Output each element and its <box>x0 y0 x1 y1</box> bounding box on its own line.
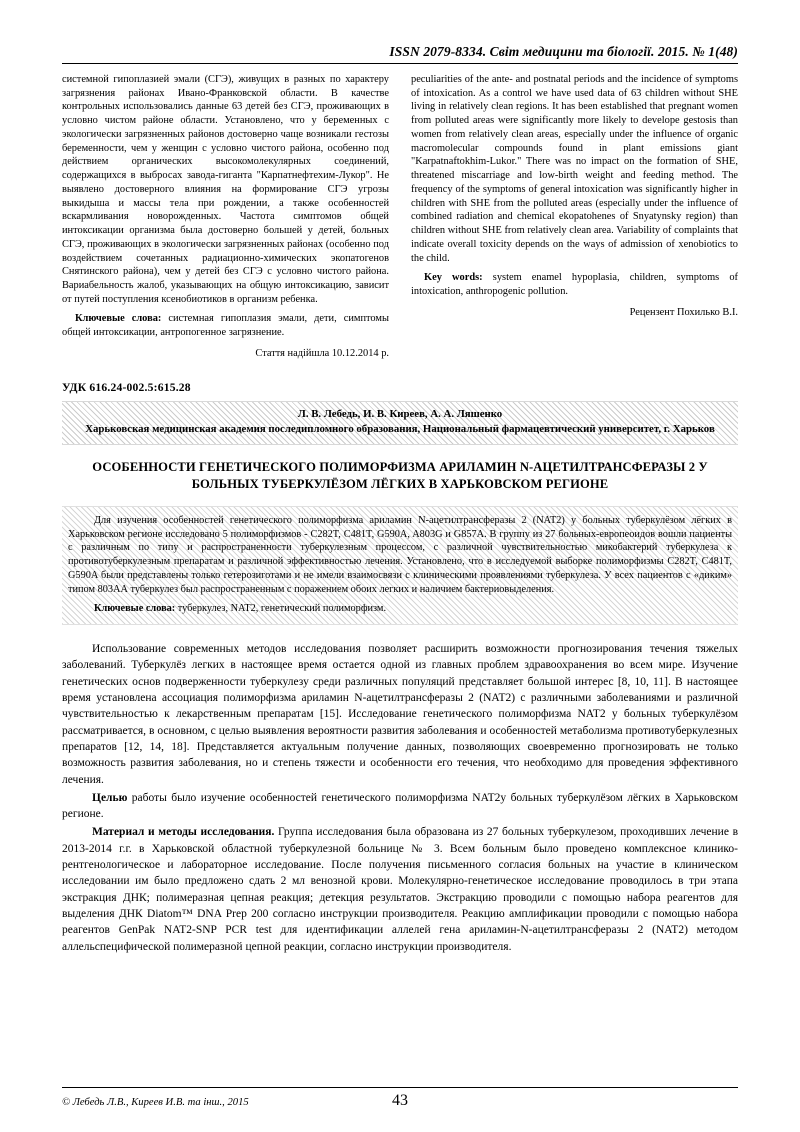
methods-text: Группа исследования была образована из 27 больных туберкулезом, проходивших лечение в 2013-2014 г.г. в Харьковской областной туберкулезной больнице № 3. Всем больным было проведено комплексное клинико-рентгенологическое и лабораторное исследование. После получения письменного согласия больных на участие в клиническом исследовании им было предложено сдать 2 мл венозной крови. Молекулярно-генетическое исследование проводилось в три этапа экстракция ДНК; полимеразная цепная реакция; детекция результатов. Экстракцию проводили с помощью набора реагентов для выделения ДНК Diatom™ DNA Prep 200 согласно инструкции производителя. Реакцию амплификации проводили с помощью набора реагентов GenPak NAT2-SNP PCR test для идентификации аллелей гена ариламин-N-ацетилтрансферазы 2 (NAT2) методом аллельспецифической полимеразной цепной реакции, согласно инструкции производителя. <box>62 826 738 953</box>
reviewer-line: Рецензент Похилько В.І. <box>629 306 738 318</box>
header-divider <box>62 63 738 64</box>
right-keywords-text: system enamel hypoplasia, children, symptoms of intoxication, anthropogenic pollution. <box>411 272 738 298</box>
right-abstract-paragraph: peculiarities of the ante- and postnatal periods and the incidence of symptoms of intoxication. As a control we have used data of 63 children without SHE living in relatively clean regions. It has been established that pregnant women from polluted areas were significantly more likely to develope gestosis than women from relatively clean areas, especially under the influence of organic macromolecular compounds found in plant emissions giant "Karpatnaftokhim-Lukor." There was no impact on the formation of SHE, threatened miscarriage and low-birth weight and feeding method. The frequency of the symptoms of general intoxication was significantly higher in children with SHE from the polluted areas (especially under the influence of combined radiation and chemical ekopatohenes of Snyatynsky region) than children without SHE from relatively clean area. Variability of complaints that indicate overall toxicity depends on the ways of admission of xenobiotics to the child. <box>411 74 738 264</box>
right-keywords-label: Key words: <box>424 272 483 284</box>
article-title: ОСОБЕННОСТИ ГЕНЕТИЧЕСКОГО ПОЛИМОРФИЗМА АРИЛАМИН N-АЦЕТИЛТРАНСФЕРАЗЫ 2 У БОЛЬНЫХ ТУБЕРКУЛЁЗОМ ЛЁГКИХ В ХАРЬКОВСКОМ РЕГИОНЕ <box>92 460 708 491</box>
authors-affiliation-band <box>62 401 738 446</box>
body-paragraph-aim <box>62 790 738 823</box>
body-paragraph-methods <box>62 824 738 955</box>
aim-text: работы было изучение особенностей генетического полиморфизма NAT2у больных туберкулёзом лёгких в Харьковском регионе. <box>62 791 738 821</box>
footer-row <box>62 1092 738 1110</box>
footer-divider <box>62 1087 738 1088</box>
affiliation: Харьковская медицинская академия последипломного образования, Национальный фармацевтический университет, г. Харьков <box>85 423 715 436</box>
left-column <box>62 73 389 361</box>
article-abstract-text: Для изучения особенностей генетического полиморфизма ариламин N-ацетилтрансферазы 2 (NAT2) у больных туберкулёзом лёгких в Харьковском регионе исследовано 5 полиморфизмов - C282T, C481T, G590A, A803G и G857A. В группу из 27 больных-европеоидов вошли пациенты с различным по типу и распространенности туберкулезным процессом, с различной чувствительностью микобактерий туберкулеза к противотуберкулезным препаратам и различной эффективностью лечения. Установлено, что в исследуемой выборке полиморфизмы C282T, C481T, G590A были представлены только гетерозиготами и не имели взаимосвязи с клиническими проявлениями туберкулеза. У всех пациентов с «диким» типом 803АА туберкулез был распространенным с поражением обоих легких и наличием бактериовыделения. <box>68 515 732 595</box>
body-paragraph-intro: Использование современных методов исследования позволяет расширить возможности прогнозирования течения тяжелых заболеваний. Туберкулёз легких в настоящее время остается одной из главных проблем здравоохранения во всем мире. Изучение генетических основ подверженности туберкулезу среди различных популяций представляет большой интерес [8, 10, 11]. В настоящее время установлена ассоциация полиморфизма ариламин N-ацетилтрансферазы 2 (NAT2) с различными заболеваниями и различной чувствительностью к лекарственным препаратам [15]. Исследование генетического полиморфизма NAT2 у больных туберкулёзом рассматривается, в основном, с целью выявления вероятности развития заболевания и особенностей метаболизма противотуберкулезных препаратов [12, 14, 18]. Представляется актуальным получение данных, позволяющих своевременно прогнозировать не только возможность развития заболевания, но и степень тяжести и особенности его течения, что необходимо для проведения эффективного лечения. <box>62 642 738 786</box>
left-keywords <box>62 312 389 339</box>
article-abstract-keywords-label: Ключевые слова: <box>94 603 176 615</box>
authors-list: Л. В. Лебедь, И. В. Киреев, А. А. Ляшенко <box>297 407 503 420</box>
left-keywords-label: Ключевые слова: <box>75 313 162 325</box>
page-number: 43 <box>392 1092 408 1109</box>
left-keywords-text: системная гипоплазия эмали, дети, симптомы общей интоксикации, антропогенное загрязнение. <box>62 313 389 339</box>
submission-date: Стаття надійшла 10.12.2014 р. <box>255 347 389 359</box>
article-abstract-keywords-text: туберкулез, NAT2, генетический полиморфизм. <box>175 603 387 615</box>
left-abstract-paragraph: системной гипоплазией эмали (СГЭ), живущих в разных по характеру загрязнения районах Ивано-Франковской области. В качестве контрольных использовались данные 63 детей без СГЭ, проживающих в условно чистом районе области. Установлено, что у беременных с экологически загрязненных районов достоверно чаще возникали гестозы беременности, чем у женщин с условно чистого района, особенно под действием органических высокомолекулярных соединений, содержащихся в выбросах завода-гиганта "Карпатнефтехим-Лукор". Не выявлено достоверного влияния на формирование СГЭ угрозы выкидыша и массы тела при рождении, а также особенностей вскармливания новорожденных. Частота симптомов общей интоксикации организма была достоверно большей у детей, больных СГЭ, проживающих в экологически загрязненных районах (особенно под воздействием сочетанных радиационно-химических экопатогенов Снятинского района), чем у детей без СГЭ с условно чистого района. Вариабельность жалоб, указывающих на общую интоксикацию, зависит от путей поступления ксенобиотиков в организм ребенка. <box>62 74 389 305</box>
udk-code: УДК 616.24-002.5:615.28 <box>62 380 191 394</box>
article-abstract-block <box>62 506 738 625</box>
page-footer <box>62 1087 738 1110</box>
abstract-two-column-section <box>62 73 738 361</box>
article-body <box>62 641 738 955</box>
right-keywords <box>411 271 738 298</box>
copyright-notice: © Лебедь Л.В., Киреев И.В. та інш., 2015 <box>62 1097 249 1108</box>
methods-label: Материал и методы исследования. <box>92 826 275 839</box>
right-column <box>411 73 738 361</box>
journal-header: ISSN 2079-8334. Світ медицини та біології. 2015. № 1(48) <box>389 44 738 59</box>
article-abstract-keywords <box>68 602 732 616</box>
aim-label: Целью <box>92 791 128 804</box>
